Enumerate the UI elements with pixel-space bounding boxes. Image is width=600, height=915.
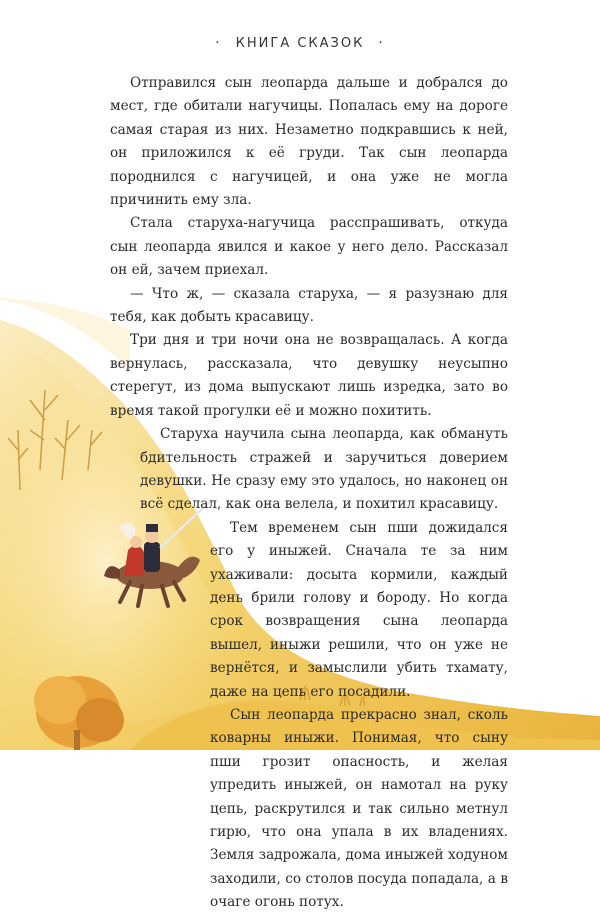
paragraph-4: Три дня и три ночи она не возвращалась. А когда вернулась, рассказала, что девушку неусыпно стерегут, из дома выпускают лишь изредка, зато во время такой прогулки её и можно похитить. <box>110 332 508 419</box>
paragraph-5: Старуха научила сына леопарда, как обмануть бдительность стражей и заручиться доверием девушки. Не сразу ему это удалось, но наконец он всё сделал, как она велела, и похитил красавицу. <box>140 426 508 513</box>
header-dot-left: · <box>215 36 222 51</box>
paragraph-7: Сын леопарда прекрасно знал, сколь коварны иныжи. Понимая, что сыну пши грозит опасность, и желая упредить иныжей, он намотал на руку цепь, раскрутился и так сильно метнул гирю, что она упала в их владениях. Земля задрожала, дома иныжей ходуном заходили, со столов посуда попадала, а в очаге огонь потух. <box>210 706 508 911</box>
story-text <box>110 72 508 915</box>
page-header <box>0 36 600 51</box>
header-dot-right: · <box>378 36 385 51</box>
paragraph-3: — Что ж, — сказала старуха, — я разузнаю для тебя, как добыть красавицу. <box>110 285 508 326</box>
paragraph-2: Стала старуха-нагучица расспрашивать, откуда сын леопарда явился и какое у него дело. Рассказал он ей, зачем приехал. <box>110 215 508 279</box>
paragraph-6: Тем временем сын пши дожидался его у иныжей. Сначала те за ним ухаживали: досыта кормили, каждый день брили голову и бороду. Но когда срок возвращения сына леопарда вышел, иныжи решили, что он уже не вернётся, и замыслили убить тхамату, даже на цепь его посадили. <box>210 519 508 700</box>
paragraph-1: Отправился сын леопарда дальше и добрался до мест, где обитали нагучицы. Попалась ему на дороге самая старая из них. Незаметно подкравшись к ней, он приложился к её груди. Так сын леопарда породнился с нагучицей, и она уже не могла причинить ему зла. <box>110 75 508 209</box>
book-title: КНИГА СКАЗОК <box>235 36 365 51</box>
